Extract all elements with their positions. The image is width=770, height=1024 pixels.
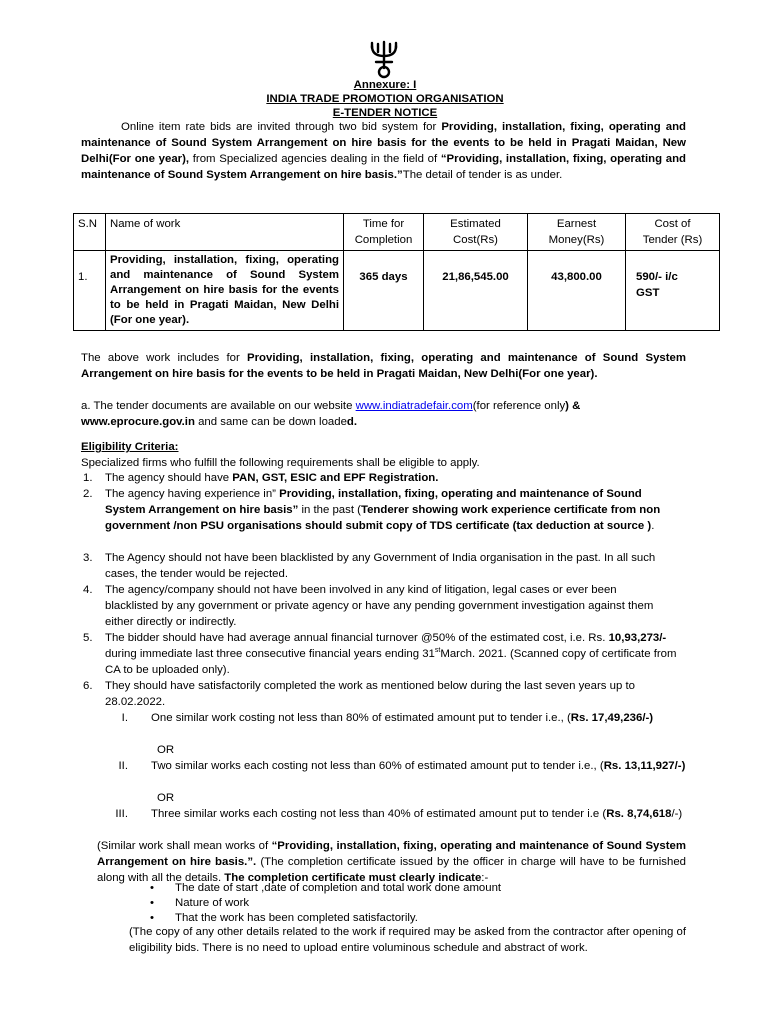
eligibility-item: They should have satisfactorily completed the work as mentioned below during the last seven years up to 28.02.2022. xyxy=(105,680,635,708)
website-link[interactable]: www.indiatradefair.com xyxy=(355,400,473,412)
or-separator: OR xyxy=(157,792,175,804)
intro-paragraph: Online item rate bids are invited through two bid system for Providing, installation, fixing, operating and maintenance of Sound System Arrangement on hire basis for the events to be held in Pragati Maidan, New Delhi(For one year), from Specialized agencies dealing in the field of “Providing, installation, fixing, operating and maintenance of Sound System Arrangement on hire basis.”The detail of tender is as under. xyxy=(81,121,687,181)
bullet-icon: • xyxy=(150,897,154,909)
row-work-name: Providing, installation, fixing, operating and maintenance of Sound System Arrangement on hire basis for the events to be held in Pragati Maidan, New Delhi (For one year). xyxy=(106,251,344,331)
eligibility-title: Eligibility Criteria: xyxy=(81,441,179,453)
bullet-item: The date of start ,date of completion and total work done amount xyxy=(175,882,502,894)
table-row xyxy=(74,251,720,331)
row-sn: 1. xyxy=(74,251,106,331)
eligibility-item: The agency should have PAN, GST, ESIC and EPF Registration. xyxy=(105,472,439,484)
item-number: 1. xyxy=(83,472,93,484)
bullet-icon: • xyxy=(150,882,154,894)
sub-item: Three similar works each costing not less than 40% of estimated amount put to tender i.e (Rs. 8,74,618/-) xyxy=(151,808,683,820)
notice-title: E-TENDER NOTICE xyxy=(332,107,438,119)
eligibility-item: The agency having experience in” Providing, installation, fixing, operating and maintenance of Sound System Arrangement on hire basis” in the past (Tenderer showing work experience certificate from non government /non PSU organisations should submit copy of TDS certificate (tax deduction at source ). xyxy=(105,488,661,532)
similar-work-paragraph: (Similar work shall mean works of “Providing, installation, fixing, operating and maintenance of Sound System Arrangement on hire basis.”. (The completion certificate issued by the officer in charge will have to be furnished along with all the details. The completion certificate must clearly indicate:- xyxy=(97,840,686,884)
item-number: 5. xyxy=(83,632,93,644)
item-number: 3. xyxy=(83,552,93,564)
eligibility-item: The bidder should have had average annual financial turnover @50% of the estimated cost, i.e. Rs. 10,93,273/- during immediate last three consecutive financial years ending 31stMarch. 2021. (Scanned copy of certificate from CA to be uploaded only). xyxy=(105,632,677,676)
item-number: 2. xyxy=(83,488,93,500)
itpo-emblem-icon xyxy=(366,40,402,80)
bullet-icon: • xyxy=(150,912,154,924)
sub-item-number: III. xyxy=(115,808,128,820)
or-separator: OR xyxy=(157,744,175,756)
work-description: The above work includes for Providing, installation, fixing, operating and maintenance of Sound System Arrangement on hire basis for the events to be held in Pragati Maidan, New Delhi(For one year). xyxy=(81,352,686,380)
org-title: INDIA TRADE PROMOTION ORGANISATION xyxy=(266,93,504,105)
sub-item-number: II. xyxy=(118,760,128,772)
row-earnest: 43,800.00 xyxy=(528,251,626,331)
col-header-sn: S.N xyxy=(74,214,106,251)
sub-item: Two similar works each costing not less than 60% of estimated amount put to tender i.e., (Rs. 13,11,927/-) xyxy=(151,760,686,772)
row-time: 365 days xyxy=(344,251,424,331)
eligibility-item: The Agency should not have been blacklisted by any Government of India organisation in the past. In all such cases, the tender would be rejected. xyxy=(105,552,656,580)
sub-item: One similar work costing not less than 80% of estimated amount put to tender i.e., (Rs. 17,49,236/-) xyxy=(151,712,654,724)
bullet-item: That the work has been completed satisfactorily. xyxy=(175,912,418,924)
eligibility-lead: Specialized firms who fulfill the following requirements shall be eligible to apply. xyxy=(81,457,480,469)
bullet-item: Nature of work xyxy=(175,897,250,909)
eligibility-item: The agency/company should not have been involved in any kind of litigation, legal cases or ever been blacklisted by any government or private agency or have any pending government investigation against them either directly or indirectly. xyxy=(105,584,654,628)
sub-item-number: I. xyxy=(121,712,128,724)
tender-table xyxy=(73,213,720,331)
col-header-cost: Cost of Tender (Rs) xyxy=(626,214,720,251)
row-estimated: 21,86,545.00 xyxy=(424,251,528,331)
table-header-row xyxy=(74,214,720,251)
row-cost: 590/- i/c GST xyxy=(626,251,720,331)
item-number: 6. xyxy=(83,680,93,692)
tender-docs-note: a. The tender documents are available on our website www.indiatradefair.com(for reference only) & www.eprocure.gov.in and same can be down loaded. xyxy=(81,400,581,428)
item-number: 4. xyxy=(83,584,93,596)
col-header-earnest: Earnest Money(Rs) xyxy=(528,214,626,251)
copy-note: (The copy of any other details related to the work if required may be asked from the contractor after opening of eligibility bids. There is no need to upload entire voluminous schedule and abstract of work. xyxy=(129,926,686,954)
annexure-label: Annexure: I xyxy=(353,79,417,91)
col-header-estimated: Estimated Cost(Rs) xyxy=(424,214,528,251)
col-header-time: Time for Completion xyxy=(344,214,424,251)
col-header-name: Name of work xyxy=(106,214,344,251)
